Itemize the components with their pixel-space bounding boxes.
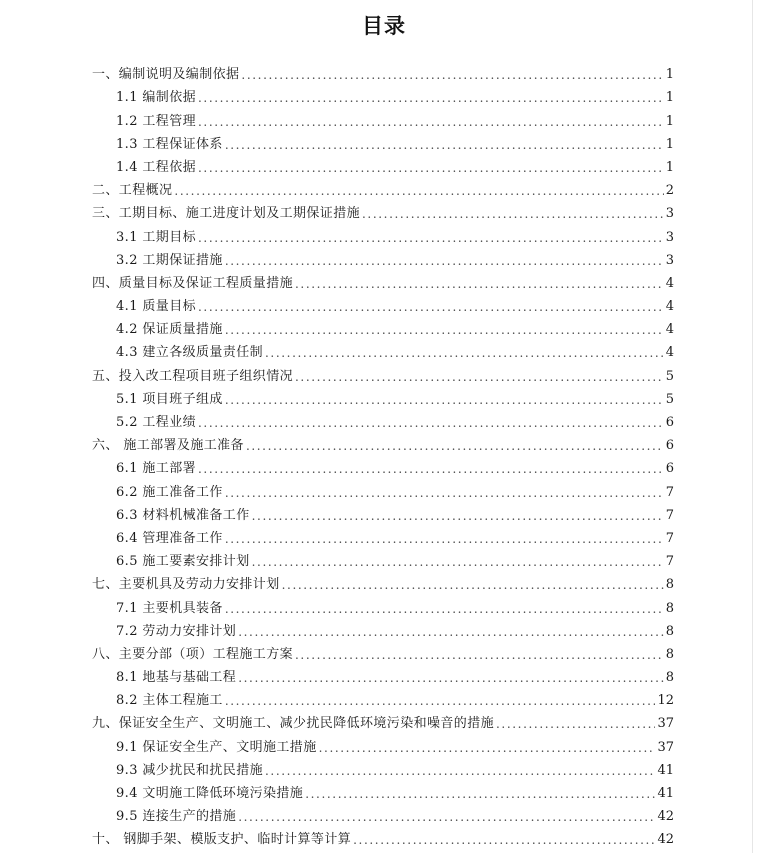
toc-dot-leader	[305, 786, 655, 802]
toc-dot-leader	[362, 206, 664, 222]
toc-entry[interactable]	[92, 153, 674, 176]
toc-entry-text: 6.1 施工部署	[116, 461, 197, 477]
toc-entry[interactable]	[92, 60, 674, 83]
toc-page-number: 1	[665, 159, 674, 175]
toc-dot-leader	[225, 322, 664, 338]
toc-dot-leader	[238, 670, 664, 686]
toc-page-number: 4	[665, 345, 674, 361]
toc-entry[interactable]	[92, 269, 674, 292]
toc-entry-text: 8.1 地基与基础工程	[116, 670, 237, 686]
toc-entry-text: 6.3 材料机械准备工作	[116, 507, 250, 523]
toc-entry-text: 7.1 主要机具装备	[116, 600, 223, 616]
toc-page-number: 2	[665, 183, 674, 199]
toc-entry[interactable]	[92, 570, 674, 593]
toc-entry[interactable]	[92, 106, 674, 129]
toc-entry[interactable]	[92, 454, 674, 477]
toc-dot-leader	[252, 554, 664, 570]
toc-entry-text: 3.2 工期保证措施	[116, 252, 223, 268]
toc-entry-text: 1.4 工程依据	[116, 159, 197, 175]
toc-page-number: 7	[665, 484, 674, 500]
toc-entry[interactable]	[92, 246, 674, 269]
toc-dot-leader	[319, 740, 656, 756]
toc-dot-leader	[198, 90, 664, 106]
toc-entry[interactable]	[92, 408, 674, 431]
toc-page-number: 7	[665, 507, 674, 523]
toc-page-number: 5	[665, 391, 674, 407]
toc-entry-text: 9.3 减少扰民和扰民措施	[116, 762, 264, 778]
toc-dot-leader	[246, 438, 664, 454]
toc-entry-text: 1.1 编制依据	[116, 90, 197, 106]
toc-page-number: 41	[657, 786, 674, 801]
toc-entry-text: 5.1 项目班子组成	[116, 391, 223, 407]
toc-dot-leader	[241, 67, 663, 83]
toc-entry-text: 4.2 保证质量措施	[116, 322, 223, 338]
toc-entry-text: 5.2 工程业绩	[116, 415, 197, 430]
toc-entry[interactable]	[92, 709, 674, 732]
toc-page-number: 6	[665, 415, 674, 430]
toc-entry-text: 十、 钢脚手架、模版支护、临时计算等计算	[92, 832, 352, 848]
toc-page-number: 4	[665, 275, 674, 291]
toc-dot-leader	[225, 531, 664, 547]
toc-entry-text: 4.3 建立各级质量责任制	[116, 345, 264, 361]
toc-page-number: 3	[665, 206, 674, 222]
toc-entry[interactable]	[92, 547, 674, 570]
toc-entry[interactable]	[92, 130, 674, 153]
toc-entry[interactable]	[92, 732, 674, 755]
toc-entry-text: 7.2 劳动力安排计划	[116, 623, 237, 639]
toc-entry-text: 9.4 文明施工降低环境污染措施	[116, 786, 304, 801]
toc-entry-text: 八、主要分部（项）工程施工方案	[92, 646, 294, 662]
toc-entry-text: 9.1 保证安全生产、文明施工措施	[116, 739, 317, 755]
toc-page-number: 4	[665, 322, 674, 338]
toc-page-number: 3	[665, 252, 674, 268]
toc-dot-leader	[225, 392, 664, 408]
toc-entry-text: 六、 施工部署及施工准备	[92, 438, 244, 454]
toc-page-number: 12	[657, 693, 674, 709]
toc-page-number: 7	[665, 530, 674, 546]
table-of-contents	[92, 60, 674, 848]
toc-entry[interactable]	[92, 617, 674, 640]
toc-entry[interactable]	[92, 524, 674, 547]
toc-entry-text: 三、工期目标、施工进度计划及工期保证措施	[92, 206, 361, 222]
toc-page-number: 8	[665, 646, 674, 662]
toc-page-number: 8	[665, 577, 674, 593]
toc-page-number: 5	[665, 368, 674, 384]
toc-entry[interactable]	[92, 431, 674, 454]
toc-page-number: 37	[657, 716, 674, 732]
toc-dot-leader	[238, 624, 664, 640]
toc-page-number: 41	[657, 762, 674, 778]
toc-dot-leader	[225, 693, 656, 709]
toc-entry[interactable]	[92, 686, 674, 709]
toc-entry[interactable]	[92, 779, 674, 802]
toc-entry[interactable]	[92, 292, 674, 315]
toc-page-number: 8	[665, 623, 674, 639]
toc-page-number: 6	[665, 438, 674, 454]
toc-entry-text: 二、工程概况	[92, 183, 173, 199]
toc-dot-leader	[198, 415, 664, 431]
toc-entry[interactable]	[92, 593, 674, 616]
toc-entry-text: 九、保证安全生产、文明施工、减少扰民降低环境污染和噪音的措施	[92, 716, 495, 732]
toc-entry[interactable]	[92, 385, 674, 408]
toc-entry[interactable]	[92, 199, 674, 222]
toc-entry[interactable]	[92, 222, 674, 245]
toc-page-number: 1	[665, 67, 674, 83]
toc-dot-leader	[295, 369, 664, 385]
toc-entry-text: 9.5 连接生产的措施	[116, 809, 237, 825]
toc-dot-leader	[198, 299, 664, 315]
toc-entry[interactable]	[92, 361, 674, 384]
toc-page-number: 42	[657, 809, 674, 825]
toc-entry-text: 3.1 工期目标	[116, 229, 197, 245]
toc-page-number: 37	[657, 739, 674, 755]
toc-entry[interactable]	[92, 640, 674, 663]
toc-dot-leader	[225, 485, 664, 501]
toc-entry-text: 七、主要机具及劳动力安排计划	[92, 577, 280, 593]
toc-dot-leader	[282, 577, 664, 593]
toc-entry-text: 4.1 质量目标	[116, 299, 197, 315]
toc-entry[interactable]	[92, 802, 674, 825]
toc-entry[interactable]	[92, 338, 674, 361]
toc-title: 目录	[362, 14, 406, 38]
toc-page-number: 3	[665, 229, 674, 245]
toc-entry[interactable]	[92, 501, 674, 524]
toc-entry[interactable]	[92, 756, 674, 779]
toc-dot-leader	[353, 832, 655, 848]
toc-entry-text: 8.2 主体工程施工	[116, 693, 223, 709]
toc-page-number: 8	[665, 600, 674, 616]
toc-dot-leader	[198, 461, 664, 477]
toc-page-number: 1	[665, 136, 674, 152]
toc-dot-leader	[225, 601, 664, 617]
toc-dot-leader	[198, 160, 664, 176]
toc-entry[interactable]	[92, 176, 674, 199]
toc-entry[interactable]	[92, 825, 674, 848]
toc-entry-text: 6.2 施工准备工作	[116, 484, 223, 500]
toc-page-number: 4	[665, 299, 674, 315]
toc-dot-leader	[238, 809, 655, 825]
toc-dot-leader	[252, 508, 664, 524]
page-edge-divider	[752, 0, 753, 853]
toc-entry[interactable]	[92, 315, 674, 338]
toc-page-number: 7	[665, 554, 674, 570]
toc-dot-leader	[225, 253, 664, 269]
toc-page-number: 42	[657, 832, 674, 848]
toc-entry-text: 6.4 管理准备工作	[116, 530, 223, 546]
toc-dot-leader	[265, 345, 664, 361]
toc-entry[interactable]	[92, 477, 674, 500]
toc-dot-leader	[295, 647, 664, 663]
toc-entry-text: 五、投入改工程项目班子组织情况	[92, 368, 294, 384]
toc-page-number: 1	[665, 113, 674, 129]
toc-entry[interactable]	[92, 83, 674, 106]
toc-dot-leader	[198, 114, 664, 130]
toc-entry[interactable]	[92, 663, 674, 686]
toc-dot-leader	[174, 183, 663, 199]
toc-page-number: 1	[665, 90, 674, 106]
toc-entry-text: 四、质量目标及保证工程质量措施	[92, 275, 294, 291]
toc-dot-leader	[295, 276, 664, 292]
toc-dot-leader	[265, 763, 655, 779]
toc-page-number: 8	[665, 670, 674, 686]
toc-dot-leader	[496, 716, 655, 732]
toc-entry-text: 6.5 施工要素安排计划	[116, 554, 250, 570]
toc-page-number: 6	[665, 461, 674, 477]
toc-dot-leader	[198, 230, 664, 246]
toc-dot-leader	[225, 137, 664, 153]
toc-entry-text: 1.2 工程管理	[116, 113, 197, 129]
toc-entry-text: 一、编制说明及编制依据	[92, 67, 240, 83]
toc-entry-text: 1.3 工程保证体系	[116, 136, 223, 152]
